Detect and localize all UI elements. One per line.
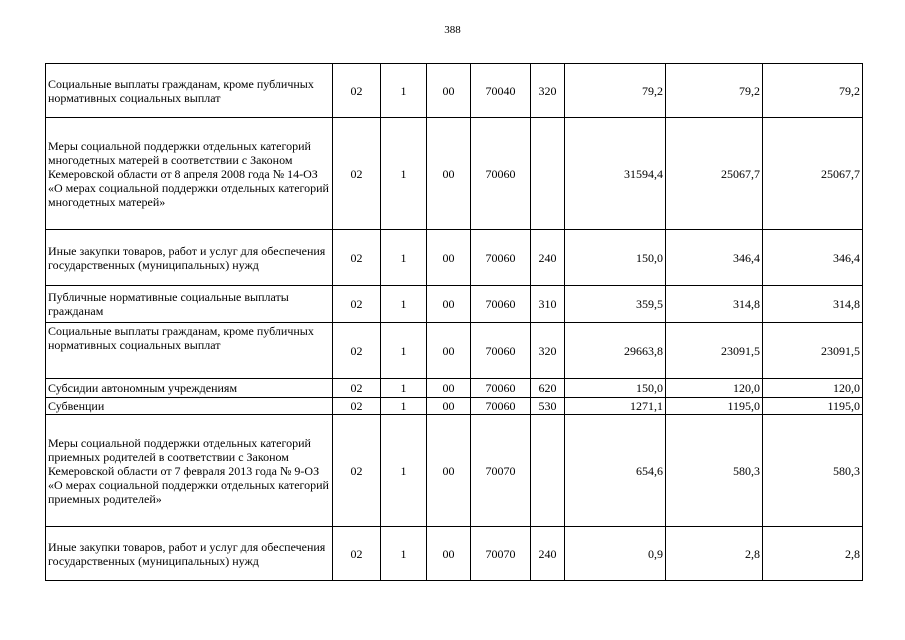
cell-target-code: 70060: [471, 323, 531, 379]
cell-program: 1: [381, 379, 427, 398]
cell-value-1: 0,9: [565, 527, 666, 581]
cell-program: 1: [381, 527, 427, 581]
cell-value-1: 654,6: [565, 415, 666, 527]
cell-target-code: 70060: [471, 118, 531, 230]
cell-expense-type: 620: [531, 379, 565, 398]
cell-target-code: 70060: [471, 398, 531, 415]
table-row: [46, 379, 863, 398]
cell-value-2: 23091,5: [666, 323, 763, 379]
cell-program: 1: [381, 118, 427, 230]
cell-target-code: 70070: [471, 415, 531, 527]
cell-program: 1: [381, 323, 427, 379]
table-row: [46, 323, 863, 379]
cell-value-2: 314,8: [666, 286, 763, 323]
cell-value-1: 29663,8: [565, 323, 666, 379]
cell-value-1: 150,0: [565, 230, 666, 286]
cell-target-code: 70060: [471, 230, 531, 286]
cell-subprogram: 00: [427, 379, 471, 398]
cell-value-2: 580,3: [666, 415, 763, 527]
cell-subprogram: 00: [427, 323, 471, 379]
cell-value-3: 25067,7: [763, 118, 863, 230]
row-name: Субсидии автономным учреждениям: [46, 379, 333, 398]
cell-expense-type: [531, 415, 565, 527]
cell-section: 02: [333, 230, 381, 286]
cell-program: 1: [381, 398, 427, 415]
cell-value-1: 150,0: [565, 379, 666, 398]
cell-expense-type: 530: [531, 398, 565, 415]
cell-value-3: 346,4: [763, 230, 863, 286]
cell-expense-type: 240: [531, 230, 565, 286]
cell-value-1: 1271,1: [565, 398, 666, 415]
cell-expense-type: 240: [531, 527, 565, 581]
row-name: Иные закупки товаров, работ и услуг для обеспечения государственных (муниципальных) нужд: [46, 527, 333, 581]
cell-value-2: 79,2: [666, 64, 763, 118]
table-row: [46, 64, 863, 118]
cell-value-1: 31594,4: [565, 118, 666, 230]
cell-expense-type: 320: [531, 323, 565, 379]
table-row: [46, 527, 863, 581]
cell-value-1: 79,2: [565, 64, 666, 118]
cell-subprogram: 00: [427, 415, 471, 527]
table-row: [46, 118, 863, 230]
cell-target-code: 70070: [471, 527, 531, 581]
cell-program: 1: [381, 64, 427, 118]
cell-program: 1: [381, 415, 427, 527]
cell-value-3: 23091,5: [763, 323, 863, 379]
cell-section: 02: [333, 323, 381, 379]
cell-subprogram: 00: [427, 527, 471, 581]
cell-subprogram: 00: [427, 64, 471, 118]
cell-value-2: 120,0: [666, 379, 763, 398]
budget-table: [45, 63, 863, 581]
cell-program: 1: [381, 230, 427, 286]
cell-value-3: 79,2: [763, 64, 863, 118]
cell-section: 02: [333, 286, 381, 323]
cell-value-3: 580,3: [763, 415, 863, 527]
cell-value-3: 1195,0: [763, 398, 863, 415]
cell-subprogram: 00: [427, 398, 471, 415]
cell-target-code: 70060: [471, 286, 531, 323]
row-name: Публичные нормативные социальные выплаты гражданам: [46, 286, 333, 323]
row-name: Субвенции: [46, 398, 333, 415]
table-row: [46, 398, 863, 415]
cell-value-3: 120,0: [763, 379, 863, 398]
table-row: [46, 286, 863, 323]
cell-expense-type: 310: [531, 286, 565, 323]
cell-target-code: 70060: [471, 379, 531, 398]
cell-value-2: 346,4: [666, 230, 763, 286]
cell-section: 02: [333, 415, 381, 527]
cell-expense-type: [531, 118, 565, 230]
cell-value-3: 2,8: [763, 527, 863, 581]
cell-target-code: 70040: [471, 64, 531, 118]
row-name: Социальные выплаты гражданам, кроме публичных нормативных социальных выплат: [46, 323, 333, 379]
table-row: [46, 230, 863, 286]
row-name: Иные закупки товаров, работ и услуг для обеспечения государственных (муниципальных) нужд: [46, 230, 333, 286]
cell-program: 1: [381, 286, 427, 323]
cell-value-1: 359,5: [565, 286, 666, 323]
page-number: 388: [444, 24, 461, 36]
cell-value-3: 314,8: [763, 286, 863, 323]
cell-section: 02: [333, 64, 381, 118]
row-name: Меры социальной поддержки отдельных категорий приемных родителей в соответствии с Законом Кемеровской области от 7 февраля 2013 года № 9-ОЗ «О мерах социальной поддержки отдельных категорий приемных родителей»: [46, 415, 333, 527]
cell-expense-type: 320: [531, 64, 565, 118]
cell-subprogram: 00: [427, 118, 471, 230]
cell-section: 02: [333, 379, 381, 398]
cell-value-2: 25067,7: [666, 118, 763, 230]
cell-section: 02: [333, 398, 381, 415]
row-name: Социальные выплаты гражданам, кроме публичных нормативных социальных выплат: [46, 64, 333, 118]
cell-value-2: 1195,0: [666, 398, 763, 415]
cell-section: 02: [333, 118, 381, 230]
cell-value-2: 2,8: [666, 527, 763, 581]
cell-section: 02: [333, 527, 381, 581]
cell-subprogram: 00: [427, 230, 471, 286]
table-row: [46, 415, 863, 527]
cell-subprogram: 00: [427, 286, 471, 323]
row-name: Меры социальной поддержки отдельных категорий многодетных матерей в соответствии с Законом Кемеровской области от 8 апреля 2008 года № 14-ОЗ «О мерах социальной поддержки отдельных категорий многодетных матерей»: [46, 118, 333, 230]
